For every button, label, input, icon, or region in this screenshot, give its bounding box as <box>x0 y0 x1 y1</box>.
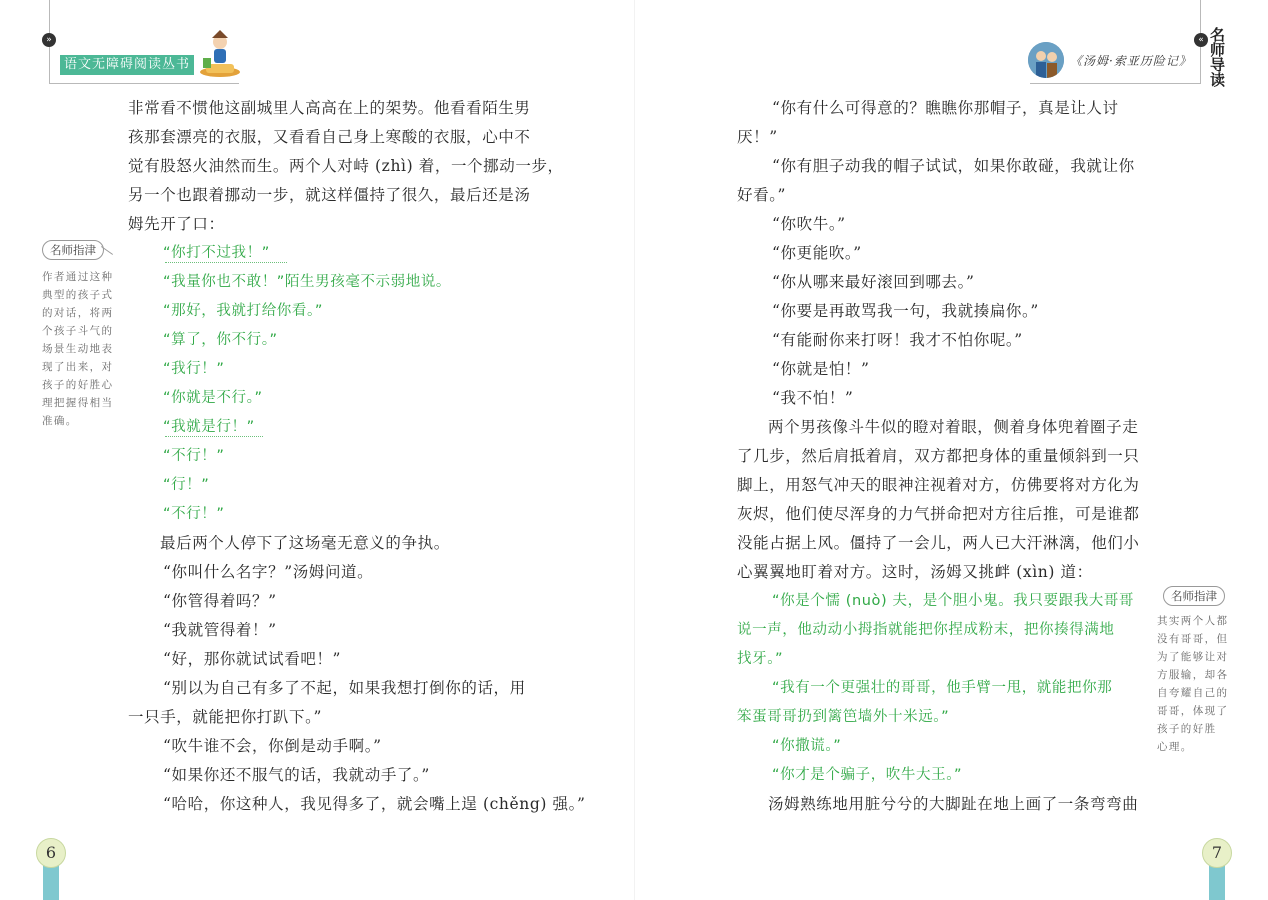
text-line: “你从哪来最好滚回到哪去。” <box>772 273 975 291</box>
book-cover-icon <box>1028 42 1064 78</box>
text-line: “吹牛谁不会，你倒是动手啊。” <box>163 737 382 755</box>
text-line: “有能耐你来打呀！我才不怕你呢。” <box>772 331 1023 349</box>
text-line: “哈哈，你这种人，我见得多了，就会嘴上逞 (chěng) 强。” <box>163 795 586 813</box>
chevron-left-icon: « <box>1194 33 1208 47</box>
text-line: “我就是行！” <box>163 419 255 435</box>
annotation-line: 孩子的好胜心 <box>42 379 114 391</box>
annotation-line: 为了能够让对 <box>1157 651 1229 663</box>
annotation-line: 准确。 <box>42 415 78 427</box>
header-rule-horizontal <box>49 83 239 84</box>
text-line: “你才是个骗子，吹牛大王。” <box>772 767 963 783</box>
text-line: “你就是怕！” <box>772 360 870 378</box>
text-line: 一只手，就能把你打趴下。” <box>128 708 322 726</box>
text-line: 非常看不惯他这副城里人高高在上的架势。他看看陌生男 <box>128 99 531 117</box>
mascot-icon <box>198 28 242 78</box>
text-line: “不行！” <box>163 448 225 464</box>
annotation-label: 名师指津 <box>1163 586 1225 606</box>
annotation-line: 心理。 <box>1157 741 1193 753</box>
text-line: 厌！” <box>737 128 778 146</box>
text-line: “如果你还不服气的话，我就动手了。” <box>163 766 430 784</box>
text-line: 脚上，用怒气冲天的眼神注视着对方，仿佛要将对方化为 <box>737 476 1140 494</box>
annotation-line: 自夸耀自己的 <box>1157 687 1229 699</box>
text-line: “你吹牛。” <box>772 215 846 233</box>
annotation-line: 现了出来，对 <box>42 361 114 373</box>
text-line: “你撒谎。” <box>772 738 842 754</box>
text-line: 最后两个人停下了这场毫无意义的争执。 <box>160 534 450 552</box>
text-line: “你就是不行。” <box>163 390 263 406</box>
text-line: “你要是再敢骂我一句，我就揍扁你。” <box>772 302 1039 320</box>
text-line: “你有胆子动我的帽子试试，如果你敢碰，我就让你 <box>772 157 1135 175</box>
text-line: 觉有股怒火油然而生。两个人对峙 (zhì) 着，一个挪动一步， <box>128 157 564 175</box>
text-line: 两个男孩像斗牛似的瞪对着眼，侧着身体兜着圈子走 <box>768 418 1139 436</box>
chevron-right-icon: » <box>42 33 56 47</box>
annotation-line: 场景生动地表 <box>42 343 114 355</box>
page-number: 7 <box>1202 838 1232 868</box>
text-line: 汤姆熟练地用脏兮兮的大脚趾在地上画了一条弯弯曲 <box>768 795 1139 813</box>
text-line: 孩那套漂亮的衣服，又看看自己身上寒酸的衣服，心中不 <box>128 128 531 146</box>
annotation-line: 没有哥哥，但 <box>1157 633 1229 645</box>
text-line: 说一声，他动动小拇指就能把你捏成粉末，把你揍得满地 <box>737 622 1115 638</box>
text-line: 好看。” <box>737 186 787 204</box>
text-line: “好，那你就试试看吧！” <box>163 650 342 668</box>
page-number: 6 <box>36 838 66 868</box>
page-number-bar <box>43 865 59 900</box>
text-line: “我行！” <box>163 361 225 377</box>
page-gutter <box>634 0 635 900</box>
text-line: “行！” <box>163 477 210 493</box>
text-line: 姆先开了口： <box>128 215 225 233</box>
text-line: 找牙。” <box>737 651 784 667</box>
text-line: “你叫什么名字？”汤姆问道。 <box>163 563 374 581</box>
series-tag: 语文无障碍阅读丛书 <box>60 55 194 75</box>
section-title: 名师导读 <box>1210 26 1226 89</box>
annotation-text <box>1157 612 1228 756</box>
text-line: “不行！” <box>163 506 225 522</box>
text-line: “你管得着吗？” <box>163 592 277 610</box>
annotation-line: 孩子的好胜 <box>1157 723 1217 735</box>
annotation-line: 个孩子斗气的 <box>42 325 114 337</box>
text-line: “我就管得着！” <box>163 621 277 639</box>
annotation-line: 典型的孩子式 <box>42 289 114 301</box>
text-line: 了几步，然后肩抵着肩，双方都把身体的重量倾斜到一只 <box>737 447 1140 465</box>
annotation-text <box>42 268 113 430</box>
header-rule-horizontal-right <box>1030 83 1200 84</box>
text-line: “那好，我就打给你看。” <box>163 303 323 319</box>
text-line: “算了，你不行。” <box>163 332 278 348</box>
text-line: “我不怕！” <box>772 389 854 407</box>
annotation-line: 哥哥，体现了 <box>1157 705 1229 717</box>
text-line: “你更能吹。” <box>772 244 862 262</box>
text-line: “你是个懦 (nuò) 夫，是个胆小鬼。我只要跟我大哥哥 <box>772 593 1135 609</box>
book-title: 《汤姆·索亚历险记》 <box>1070 54 1192 68</box>
text-line: “别以为自己有多了不起，如果我想打倒你的话，用 <box>163 679 526 697</box>
underline <box>165 436 263 438</box>
text-line: “我有一个更强壮的哥哥，他手臂一甩，就能把你那 <box>772 680 1113 696</box>
annotation-line: 其实两个人都 <box>1157 615 1229 627</box>
annotation-line: 方服输，却各 <box>1157 669 1229 681</box>
annotation-line: 作者通过这种 <box>42 271 114 283</box>
text-line: “你打不过我！” <box>163 245 270 261</box>
underline <box>165 262 287 264</box>
text-line: 笨蛋哥哥扔到篱笆墙外十米远。” <box>737 709 950 725</box>
annotation-label: 名师指津 <box>42 240 104 260</box>
text-line: 没能占据上风。僵持了一会儿，两人已大汗淋漓，他们小 <box>737 534 1140 552</box>
page-number-bar <box>1209 865 1225 900</box>
text-line: “我量你也不敢！”陌生男孩毫不示弱地说。 <box>163 274 452 290</box>
annotation-line: 理把握得相当 <box>42 397 114 409</box>
text-line: 心翼翼地盯着对方。这时，汤姆又挑衅 (xìn) 道： <box>737 563 1093 581</box>
annotation-line: 的对话，将两 <box>42 307 114 319</box>
text-line: “你有什么可得意的？瞧瞧你那帽子，真是让人讨 <box>772 99 1119 117</box>
text-line: 灰烬，他们使尽浑身的力气拼命把对方往后推，可是谁都 <box>737 505 1140 523</box>
text-line: 另一个也跟着挪动一步，就这样僵持了很久，最后还是汤 <box>128 186 531 204</box>
